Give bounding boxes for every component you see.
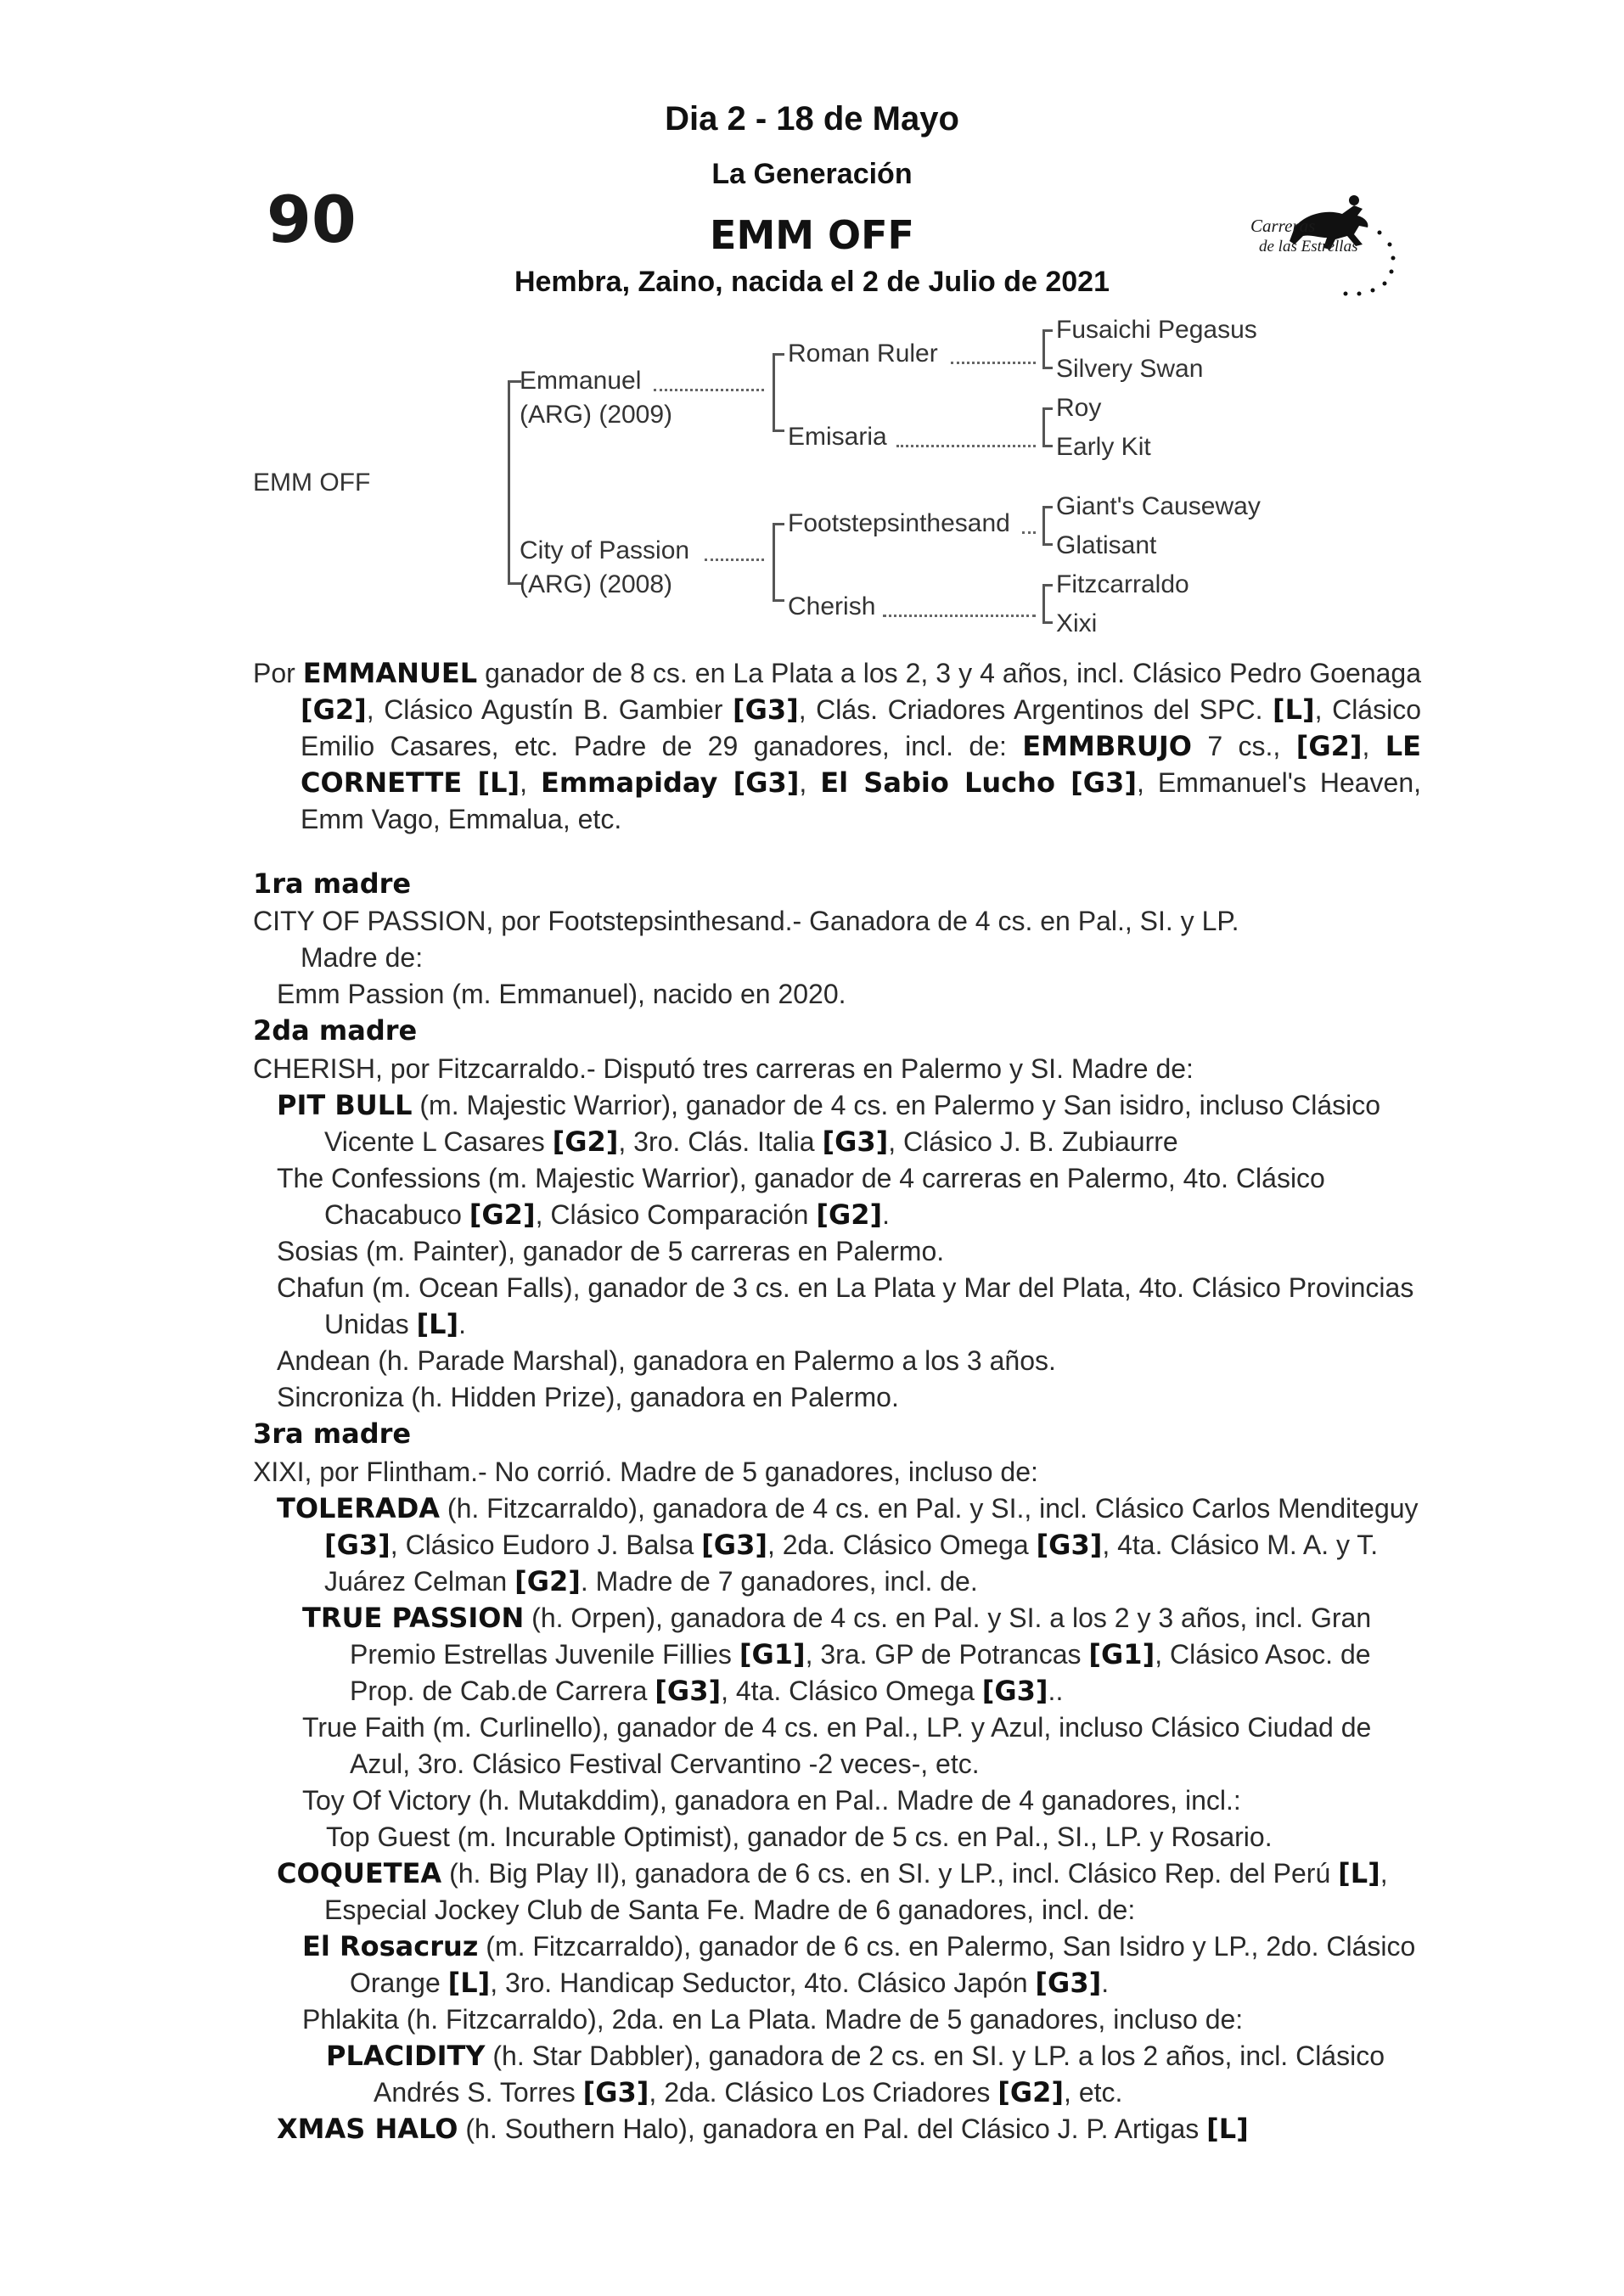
third-dam-entry-toy-of-victory: Toy Of Victory (h. Mutakddim), ganadora en Pal.. Madre de 4 ganadores, incl.: <box>302 1785 1241 1816</box>
pedigree-ddd: Xixi <box>1056 609 1098 637</box>
third-dam-entry-xmas-halo: XMAS HALO (h. Southern Halo), ganadora en Pal. del Clásico J. P. Artigas [L] <box>277 2113 1249 2145</box>
third-dam-entry-top-guest: Top Guest (m. Incurable Optimist), ganador de 5 cs. en Pal., SI., LP. y Rosario. <box>326 1822 1273 1852</box>
third-dam-entry-el-rosacruz: El Rosacruz (m. Fitzcarraldo), ganador de 6 cs. en Palermo, San Isidro y LP., 2do. Clásico Orange [L], 3ro. Handicap Seductor, 4to. Clásico Japón [G3]. <box>302 1930 1416 1999</box>
pedigree-dsd: Glatisant <box>1056 531 1157 559</box>
pedigree-chart <box>0 314 1624 654</box>
pedigree-dam-sire: Footstepsinthesand <box>788 509 1010 537</box>
first-dam-title: 1ra madre <box>253 867 412 900</box>
lot-number: 90 <box>267 182 357 257</box>
logo-text-line-2: de las Estrellas <box>1259 238 1358 255</box>
third-dam-title: 3ra madre <box>253 1417 412 1450</box>
pedigree-dam: City of Passion <box>520 536 690 564</box>
horse-name-title: EMM OFF <box>710 212 914 258</box>
pedigree-sire: Emmanuel <box>520 367 642 395</box>
second-dam-entry-andean: Andean (h. Parade Marshal), ganadora en Palermo a los 3 años. <box>277 1345 1056 1376</box>
pedigree-dss: Giant's Causeway <box>1056 492 1261 520</box>
third-dam-entry-placidity: PLACIDITY (h. Star Dabbler), ganadora de 2 cs. en SI. y LP. a los 2 años, incl. Clásico Andrés S. Torres [G3], 2da. Clásico Los Criadores [G2], etc. <box>326 2040 1385 2108</box>
second-dam-entry-sosias: Sosias (m. Painter), ganador de 5 carreras en Palermo. <box>277 1236 945 1266</box>
pedigree-sss: Fusaichi Pegasus <box>1056 316 1257 344</box>
second-dam-title: 2da madre <box>253 1014 418 1047</box>
pedigree-sire-dam: Emisaria <box>788 423 887 451</box>
third-dam-intro: XIXI, por Flintham.- No corrió. Madre de 5 ganadores, incluso de: <box>253 1457 1038 1487</box>
sire-paragraph: Por EMMANUEL ganador de 8 cs. en La Plata a los 2, 3 y 4 años, incl. Clásico Pedro Goenaga [G2], Clásico Agustín B. Gambier [G3], Clás. Criadores Argentinos del SPC. [L], Clásico Emilio Casares, etc. Padre de 29 ganadores, incl. de: EMMBRUJO 7 cs., [G2], LE CORNETTE [L], Emmapiday [G3], El Sabio Lucho [G3], Emmanuel's Heaven, Emm Vago, Emmalua, etc. <box>253 657 1422 834</box>
third-dam-entry-true-passion: TRUE PASSION (h. Orpen), ganadora de 4 cs. en Pal. y SI. a los 2 y 3 años, incl. Gran Premio Estrellas Juvenile Fillies [G1], 3ra. GP de Potrancas [G1], Clásico Asoc. de Prop. de Cab.de Carrera [G3], 4ta. Clásico Omega [G3].. <box>302 1602 1372 1707</box>
third-dam-entry-true-faith: True Faith (m. Curlinello), ganador de 4 cs. en Pal., LP. y Azul, incluso Clásico Ciudad de Azul, 3ro. Clásico Festival Cervantino -2 veces-, etc. <box>302 1712 1372 1779</box>
third-dam-entry-phlakita: Phlakita (h. Fitzcarraldo), 2da. en La Plata. Madre de 5 ganadores, incluso de: <box>302 2004 1244 2035</box>
pedigree-sdd: Early Kit <box>1056 433 1151 461</box>
first-dam-line-2: Madre de: <box>301 942 424 973</box>
pedigree-dam-origin: (ARG) (2008) <box>520 570 673 598</box>
first-dam-produce: Emm Passion (m. Emmanuel), nacido en 2020. <box>277 979 846 1009</box>
second-dam-entry-chafun: Chafun (m. Ocean Falls), ganador de 3 cs. en La Plata y Mar del Plata, 4to. Clásico Provincias Unidas [L]. <box>277 1272 1414 1340</box>
pedigree-dam-dam: Cherish <box>788 592 876 620</box>
second-dam-intro: CHERISH, por Fitzcarraldo.- Disputó tres carreras en Palermo y SI. Madre de: <box>253 1053 1194 1084</box>
horse-description: Hembra, Zaino, nacida el 2 de Julio de 2021 <box>514 266 1110 298</box>
first-dam-line-1: CITY OF PASSION, por Footstepsinthesand.- Ganadora de 4 cs. en Pal., SI. y LP. <box>253 906 1239 936</box>
third-dam-entry-coquetea: COQUETEA (h. Big Play II), ganadora de 6 cs. en SI. y LP., incl. Clásico Rep. del Perú [L], Especial Jockey Club de Santa Fe. Madre de 6 ganadores, incl. de: <box>277 1857 1388 1925</box>
third-dam-entry-tolerada: TOLERADA (h. Fitzcarraldo), ganadora de 4 cs. en Pal. y SI., incl. Clásico Carlos Menditeguy [G3], Clásico Eudoro J. Balsa [G3], 2da. Clásico Omega [G3], 4ta. Clásico M. A. y T. Juárez Celman [G2]. Madre de 7 ganadores, incl. de. <box>277 1492 1419 1597</box>
second-dam-entry-sincroniza: Sincroniza (h. Hidden Prize), ganadora en Palermo. <box>277 1382 899 1412</box>
second-dam-entry-confessions: The Confessions (m. Majestic Warrior), ganador de 4 carreras en Palermo, 4to. Clásico Chacabuco [G2], Clásico Comparación [G2]. <box>277 1163 1325 1231</box>
pedigree-dds: Fitzcarraldo <box>1056 570 1189 598</box>
pedigree-ssd: Silvery Swan <box>1056 355 1204 383</box>
pedigree-sire-sire: Roman Ruler <box>788 340 938 368</box>
sire-name: EMMANUEL <box>302 657 478 689</box>
carreras-de-las-estrellas-logo <box>1235 183 1405 302</box>
pedigree-subject: EMM OFF <box>253 469 371 497</box>
pedigree-sds: Roy <box>1056 394 1102 422</box>
logo-text-line-1: Carreras <box>1250 216 1316 236</box>
second-dam-entry-pit-bull: PIT BULL (m. Majestic Warrior), ganador de 4 cs. en Palermo y San isidro, incluso Clásico Vicente L Casares [G2], 3ro. Clás. Italia [G3], Clásico J. B. Zubiaurre <box>277 1089 1381 1158</box>
day-heading: Dia 2 - 18 de Mayo <box>665 100 959 138</box>
series-heading: La Generación <box>711 158 913 190</box>
pedigree-sire-origin: (ARG) (2009) <box>520 401 673 429</box>
